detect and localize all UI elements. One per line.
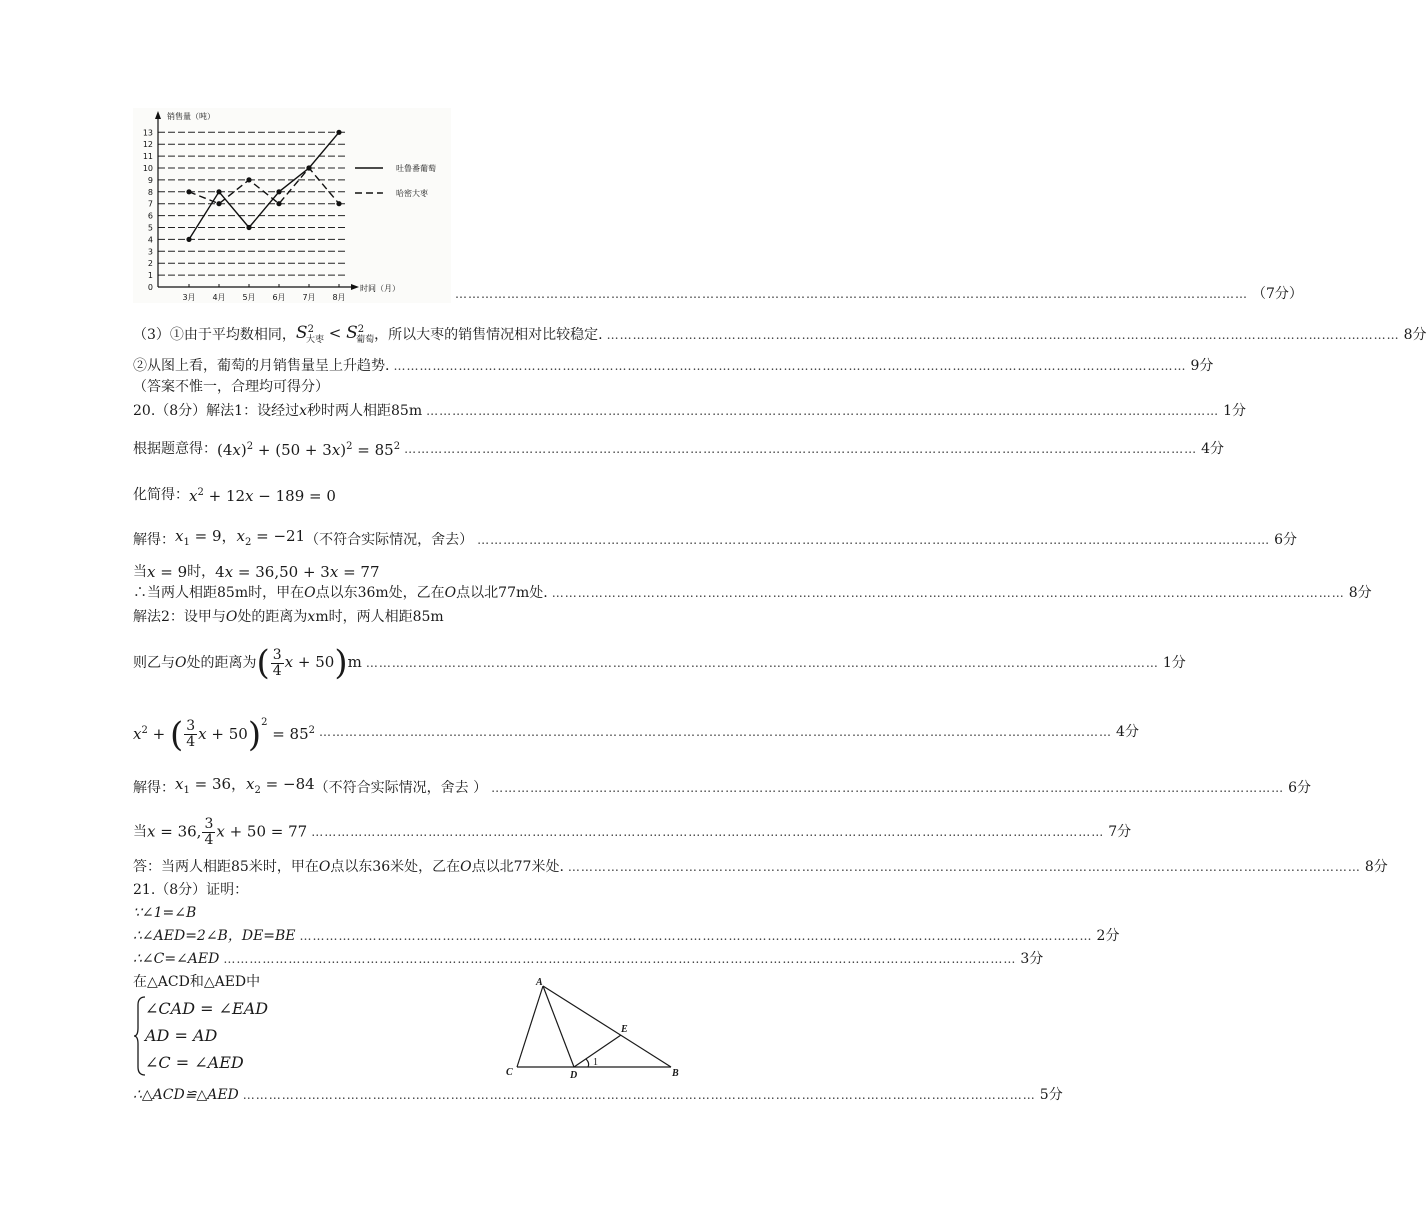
text: （不符合实际情况，舍去 ） — [314, 779, 488, 796]
expression: ( $\frac{3}{4}$ x + 50)m — [256, 643, 362, 683]
y-tick-label: 8 — [147, 187, 153, 197]
score: 4分 — [1201, 440, 1225, 457]
leader-dots: ………………………………………………………………………………………………………………………………………………………………… — [404, 441, 1198, 456]
variance-compare: $S^2_{大枣} < S^2_{葡萄}$ — [295, 323, 375, 345]
text: 点以北77米处. — [471, 859, 564, 875]
sys-row3: ∠C = ∠AED — [145, 1053, 244, 1072]
y-tick-label: 2 — [147, 259, 153, 269]
q20-method2-solve — [133, 774, 1312, 801]
data-point — [216, 201, 221, 206]
q21-line3 — [133, 949, 1044, 969]
x-tick-label: 7月 — [302, 293, 316, 302]
q21-line4: 在△ACD和△AED中 — [133, 974, 261, 990]
text: 答：当两人相距85米时，甲在 — [133, 859, 319, 875]
q20-when — [133, 562, 745, 582]
x-axis-arrow — [351, 284, 359, 290]
data-point — [186, 189, 191, 194]
leader-dots: ………………………………………………………………………………………………………………………………………………………………… — [551, 586, 1345, 600]
text: ，所以大枣的销售情况相对比较稳定. — [374, 327, 603, 343]
label-c: C — [506, 1067, 513, 1078]
label-d: D — [570, 1070, 578, 1081]
chart-score-line — [451, 284, 1303, 304]
text: ∴△ACD≌△AED — [133, 1087, 239, 1103]
y-tick-label: 0 — [147, 283, 153, 292]
var-x: x — [299, 403, 307, 419]
data-point — [336, 130, 341, 135]
sales-line-chart — [133, 108, 451, 303]
sub-putao: 葡萄 — [356, 335, 375, 345]
score: 9分 — [1190, 358, 1214, 374]
chart-svg — [133, 108, 451, 303]
text: 秒时两人相距85m — [307, 403, 423, 419]
text: （3）①由于平均数相同， — [133, 327, 296, 343]
series-line-0 — [189, 132, 339, 239]
text: m时，两人相距85m — [315, 609, 444, 625]
y-tick-label: 7 — [147, 199, 153, 209]
q20-method2 — [133, 607, 745, 627]
point-o: O — [225, 609, 238, 625]
point-o: O — [444, 585, 457, 601]
q21-head: 21.（8分）证明： — [133, 882, 249, 898]
leader-dots: ………………………………………………………………………………………………………………………………………………………………… — [426, 404, 1220, 418]
score: 8分 — [1364, 859, 1388, 875]
q20-conclusion — [133, 583, 1372, 603]
text: ②从图上看，葡萄的月销售量呈上升趋势. — [133, 358, 390, 374]
legend-label: 吐鲁番葡萄 — [396, 164, 436, 173]
data-point — [306, 165, 311, 170]
text: 点以北77m处. — [456, 585, 548, 601]
data-point — [246, 177, 251, 182]
equation: $x^2 + 12x - 189 = 0$ — [189, 487, 336, 505]
series-line-1 — [189, 168, 339, 204]
data-point — [246, 225, 251, 230]
label-a: A — [536, 977, 543, 988]
data-point — [216, 189, 221, 194]
leader-dots: ………………………………………………………………………………………………………………………………………………………………… — [491, 780, 1285, 795]
q21-line2 — [133, 926, 1120, 946]
leader-dots: ………………………………………………………………………………………………………………………………………………………………… — [311, 825, 1105, 839]
text: 化简得： — [133, 486, 189, 503]
y-tick-label: 5 — [147, 223, 153, 233]
text: ∴当两人相距85m时，甲在 — [133, 585, 305, 601]
text: 当 — [133, 564, 147, 580]
equation: x = 9 — [147, 563, 188, 581]
text: 解得： — [133, 531, 175, 548]
score: 6分 — [1274, 531, 1298, 548]
score: 2分 — [1096, 928, 1120, 944]
text: 点以东36m处，乙在 — [315, 585, 445, 601]
leader-dots: ………………………………………………………………………………………………………………………………………………………………… — [606, 328, 1400, 342]
y-tick-label: 9 — [147, 175, 153, 185]
leader-dots: ………………………………………………………………………………………………………………………………………………………………… — [319, 725, 1113, 739]
score: 6分 — [1288, 779, 1312, 796]
q3-note: （答案不惟一，合理均可得分） — [133, 379, 329, 395]
equation: x = 36, $\frac{3}{4}$ x + 50 = 77 — [147, 815, 308, 848]
score: 1分 — [1162, 655, 1186, 671]
x-tick-label: 5月 — [242, 293, 256, 302]
score: 7分 — [1108, 824, 1132, 840]
label-e: E — [621, 1024, 628, 1035]
legend-label: 哈密大枣 — [396, 189, 428, 198]
point-o: O — [175, 655, 187, 671]
text: 解法2：设甲与 — [133, 609, 226, 625]
text: 则乙与 — [133, 655, 175, 671]
y-tick-label: 4 — [147, 235, 153, 245]
leader-dots: ………………………………………………………………………………………………………………………………………………………………… — [299, 929, 1093, 943]
y-tick-label: 13 — [142, 128, 153, 138]
q21-line5 — [133, 1085, 1063, 1105]
text: 点以东36米处，乙在 — [330, 859, 461, 875]
q20-head — [133, 401, 1247, 421]
text: 解得： — [133, 779, 175, 796]
equation: 4x = 36,50 + 3x = 77 — [215, 563, 380, 581]
q20-answer — [133, 857, 1388, 877]
text: 20.（8分）解法1：设经过 — [133, 403, 300, 419]
y-axis-arrow — [155, 111, 161, 119]
triangle-figure — [500, 975, 690, 1085]
data-point — [186, 237, 191, 242]
score: 4分 — [1116, 724, 1139, 740]
score: 8分 — [1348, 585, 1372, 601]
x-axis-label: 时间（月） — [360, 284, 400, 293]
q20-simplify — [133, 483, 745, 506]
x-tick-label: 8月 — [332, 293, 346, 302]
q3-part2 — [133, 356, 1214, 376]
point-o: O — [460, 859, 472, 875]
y-tick-label: 3 — [147, 247, 153, 257]
text: 当 — [133, 824, 147, 840]
score: 1分 — [1223, 403, 1247, 419]
y-tick-label: 12 — [142, 140, 153, 150]
equation: $(4x)^2 + (50 + 3x)^2 = 85^2$ — [217, 441, 401, 459]
x-tick-label: 4月 — [212, 293, 226, 302]
text: ∴∠AED=2∠B，DE=BE — [133, 928, 296, 944]
score: 5分 — [1039, 1087, 1063, 1103]
text: 处的距离为 — [237, 609, 308, 625]
score: （7分） — [1252, 286, 1303, 302]
x-tick-label: 3月 — [182, 293, 196, 302]
y-tick-label: 6 — [147, 211, 153, 221]
point-o: O — [304, 585, 316, 601]
angle-1-arc — [586, 1059, 589, 1067]
q20-method2-when — [133, 814, 1132, 850]
leader-dots: ………………………………………………………………………………………………………………………………………………………………… — [455, 287, 1248, 301]
y-tick-label: 1 — [147, 271, 153, 281]
var-x: x — [307, 609, 316, 625]
data-point — [276, 201, 281, 206]
side-ac — [517, 986, 543, 1067]
leader-dots: ………………………………………………………………………………………………………………………………………………………………… — [393, 359, 1187, 373]
q20-method2-equation — [133, 712, 1139, 755]
q3-part1 — [133, 320, 1427, 350]
q20-eq1 — [133, 437, 1225, 460]
y-tick-label: 11 — [142, 152, 153, 162]
leader-dots: ………………………………………………………………………………………………………………………………………………………………… — [242, 1088, 1036, 1102]
q20-solve — [133, 526, 1298, 553]
equation: $x_1 = 9$，$x_2 = -21$ — [175, 527, 306, 548]
side-ab — [543, 986, 671, 1067]
label-1: 1 — [593, 1057, 598, 1068]
leader-dots: ………………………………………………………………………………………………………………………………………………………………… — [365, 656, 1159, 670]
sys-row1: ∠CAD = ∠EAD — [145, 999, 269, 1018]
q20-method2-distance — [133, 643, 1186, 683]
text: 根据题意得： — [133, 440, 217, 457]
leader-dots: ………………………………………………………………………………………………………………………………………………………………… — [567, 860, 1361, 874]
point-o: O — [318, 859, 331, 875]
data-point — [336, 201, 341, 206]
text: 时， — [187, 564, 216, 580]
y-axis-label: 销售量（吨） — [167, 112, 215, 121]
equation: $x^2$ + ( $\frac{3}{4}$ $x + 50)^2 = 85^2$ — [133, 714, 316, 755]
equation: $x_1 = 36$，$x_2 = -84$ — [175, 775, 315, 796]
segment-ad — [543, 986, 574, 1067]
y-tick-label: 10 — [142, 164, 153, 173]
text: （不符合实际情况，舍去） — [305, 531, 474, 548]
label-b: B — [672, 1068, 679, 1079]
text: 处的距离为 — [186, 655, 257, 671]
x-tick-label: 6月 — [272, 293, 286, 302]
leader-dots: ………………………………………………………………………………………………………………………………………………………………… — [477, 532, 1271, 547]
sub-dazao: 大枣 — [305, 335, 324, 345]
leader-dots: ………………………………………………………………………………………………………………………………………………………………… — [223, 952, 1017, 966]
q21-line1: ∵∠1=∠B — [133, 905, 197, 921]
score: 8分 — [1403, 327, 1427, 343]
data-point — [276, 189, 281, 194]
sys-row2: AD = AD — [145, 1026, 218, 1045]
text: ∴∠C=∠AED — [133, 951, 220, 967]
score: 3分 — [1020, 951, 1044, 967]
